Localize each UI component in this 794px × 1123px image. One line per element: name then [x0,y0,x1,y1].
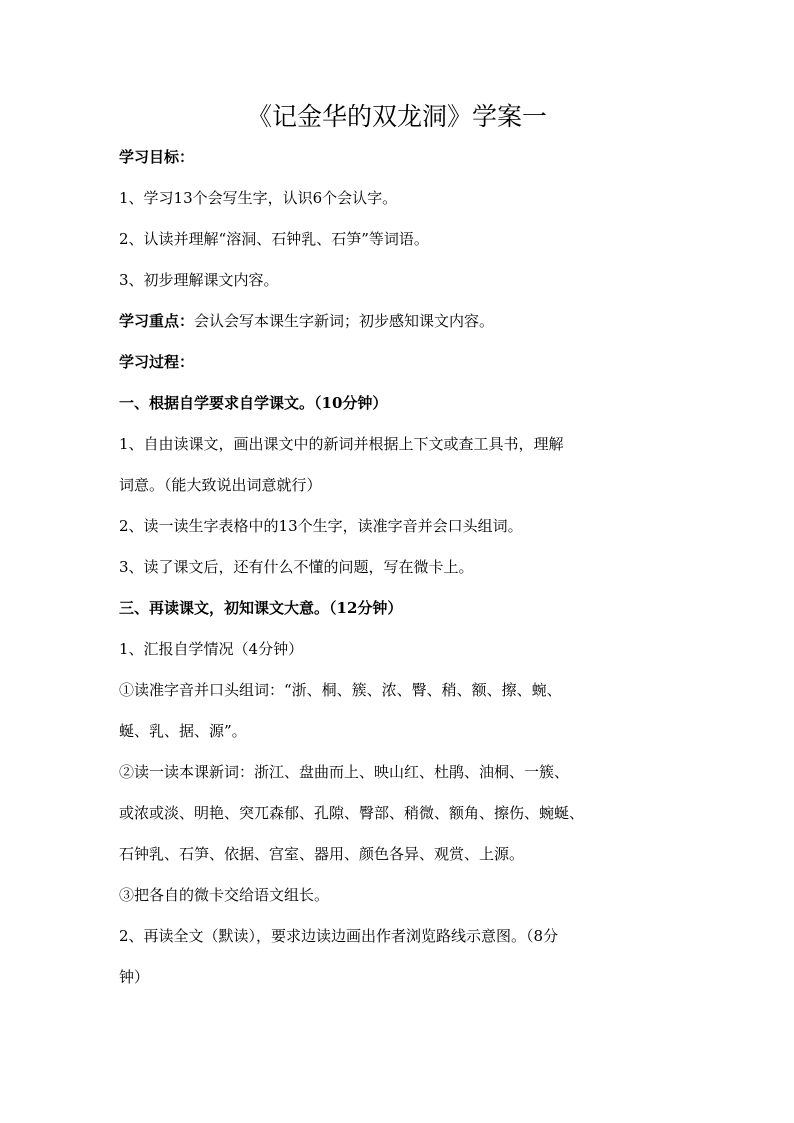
section-3-item-2-cont: 钟） [119,968,150,986]
section-3-heading: 三、再读课文，初知课文大意。（12分钟） [119,599,403,617]
document-body [119,145,685,1006]
subitem-circled-2: ②读一读本课新词：浙江、盘曲而上、映山红、杜鹃、油桐、一簇、 [119,763,570,781]
section-1-item-1: 1、自由读课文，画出课文中的新词并根据上下文或查工具书，理解 [119,435,564,453]
section-1-item-3: 3、读了课文后，还有什么不懂的问题，写在微卡上。 [119,558,474,576]
section-3-item-2: 2、再读全文（默读），要求边读边画出作者浏览路线示意图。（8分 [119,927,559,945]
key-points-text: 会认会写本课生字新词；初步感知课文内容。 [194,312,495,330]
section-1-item-2: 2、读一读生字表格中的13个生字，读准字音并会口头组词。 [119,517,523,535]
goal-item-1: 1、学习13个会写生字，认识6个会认字。 [119,189,398,207]
document-title: 《记金华的双龙洞》学案一 [246,102,547,131]
section-3-item-1: 1、汇报自学情况（4分钟） [119,640,304,658]
goal-item-3: 3、初步理解课文内容。 [119,271,279,289]
key-points-line [119,309,685,333]
subitem-circled-2-cont-1: 或浓或淡、明艳、突兀森郁、孔隙、臀部、稍微、额角、擦伤、蜿蜒、 [119,804,585,822]
key-points-label: 学习重点： [119,312,195,330]
heading-learning-process: 学习过程： [119,353,195,371]
section-1-item-1-cont: 词意。（能大致说出词意就行） [119,476,322,494]
section-1-heading: 一、根据自学要求自学课文。（10分钟） [119,394,388,412]
heading-learning-goals: 学习目标： [119,148,195,166]
subitem-circled-1-cont: 蜒、乳、据、源”。 [119,722,247,740]
subitem-circled-2-cont-2: 石钟乳、石笋、依据、宫室、器用、颜色各异、观赏、上源。 [119,845,525,863]
subitem-circled-3: ③把各自的微卡交给语文组长。 [119,886,330,904]
goal-item-2: 2、认读并理解“溶洞、石钟乳、石笋”等词语。 [119,230,429,248]
subitem-circled-1: ①读准字音并口头组词：“浙、桐、簇、浓、臀、稍、额、擦、蜿、 [119,681,562,699]
